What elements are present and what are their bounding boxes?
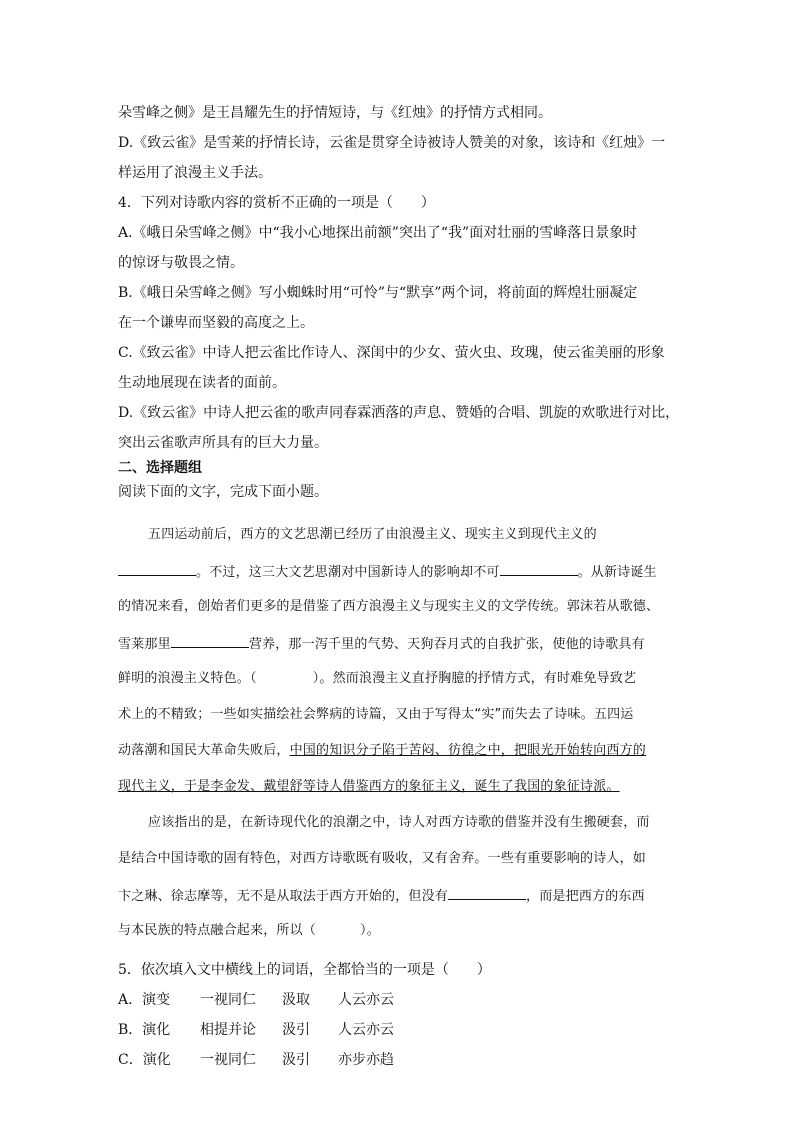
option-d-line1: D.《致云雀》中诗人把云雀的歌声同春霖洒落的声息、赞婚的合唱、凯旋的欢歌进行对比， xyxy=(118,405,680,421)
passage-line: 应该指出的是，在新诗现代化的浪潮之中，诗人对西方诗歌的借鉴并没有生搬硬套，而 xyxy=(148,815,650,830)
option-b-line1: B.《峨日朵雪峰之侧》写小蜘蛛时用“可怜”与“默享”两个词，将前面的辉煌壮丽凝定 xyxy=(118,285,638,301)
option-d-line2: 突出云雀歌声所具有的巨大力量。 xyxy=(118,435,328,451)
passage-line: 动落潮和国民大革命失败后，中国的知识分子陷于苦闷、彷徨之中，把眼光开始转向西方的 xyxy=(118,743,647,758)
passage-line: 雪莱那里 营养，那一泻千里的气势、天狗吞月式的自我扩张，使他的诗歌具有 xyxy=(118,633,678,655)
text-line: 朵雪峰之侧》是王昌耀先生的抒情短诗，与《红烛》的抒情方式相同。 xyxy=(118,105,552,121)
passage-line: 是结合中国诗歌的固有特色，对西方诗歌既有吸收，又有舍弃。一些有重要影响的诗人，如 xyxy=(118,851,647,866)
option-a-line2: 的惊讶与敬畏之情。 xyxy=(118,255,244,271)
option-c-line1: C.《致云雀》中诗人把云雀比作诗人、深闺中的少女、萤火虫、玫瑰，使云雀美丽的形象 xyxy=(118,345,665,361)
passage-line: 的情况来看，创始者们更多的是借鉴了西方浪漫主义与现实主义的文学传统。郭沫若从歌德、 xyxy=(118,599,660,614)
passage-line: 鲜明的浪漫主义特色。（ ）。然而浪漫主义直抒胸臆的抒情方式，有时难免导致艺 xyxy=(118,671,637,686)
underlined-sentence: 现代主义，于是李金发、戴望舒等诗人借鉴西方的象征主义，诞生了我国的象征诗派。 xyxy=(118,779,620,794)
q5-option-a[interactable]: A．演变 一视同仁 汲取 人云亦云 xyxy=(118,992,394,1008)
passage-line: 。不过，这三大文艺思潮对中国新诗人的影响却不可 。从新诗诞生 xyxy=(118,561,678,583)
option-d-q3-line2: 样运用了浪漫主义手法。 xyxy=(118,165,272,181)
passage-line: 与本民族的特点融合起来，所以（ ）。 xyxy=(118,923,380,938)
option-c-line2: 生动地展现在读者的面前。 xyxy=(118,375,286,391)
passage-line: 五四运动前后，西方的文艺思潮已经历了由浪漫主义、现实主义到现代主义的 xyxy=(148,527,597,542)
fill-blank-2[interactable] xyxy=(500,561,578,576)
question-5-stem: 5．依次填入文中横线上的词语，全都恰当的一项是（ ） xyxy=(118,962,491,978)
fill-blank-1[interactable] xyxy=(118,561,196,576)
underlined-sentence: 中国的知识分子陷于苦闷、彷徨之中，把眼光开始转向西方的 xyxy=(289,743,647,758)
section-heading: 二、选择题组 xyxy=(118,460,202,476)
q5-option-c[interactable]: C．演化 一视同仁 汲引 亦步亦趋 xyxy=(118,1052,394,1068)
passage-line: 术上的不精致；一些如实描绘社会弊病的诗篇，又由于写得太“实”而失去了诗味。五四运 xyxy=(118,707,634,722)
question-4-stem: 4．下列对诗歌内容的赏析不正确的一项是（ ） xyxy=(118,195,435,211)
fill-blank-3[interactable] xyxy=(171,633,249,648)
option-a-line1: A.《峨日朵雪峰之侧》中“我小心地探出前额”突出了“我”面对壮丽的雪峰落日景象时 xyxy=(118,225,638,241)
fill-blank-4[interactable] xyxy=(448,885,526,900)
passage-line: 卞之琳、徐志摩等，无不是从取法于西方开始的，但没有 ，而是把西方的东西 xyxy=(118,885,678,907)
option-b-line2: 在一个谦卑而坚毅的高度之上。 xyxy=(118,315,314,331)
reading-instruction: 阅读下面的文字，完成下面小题。 xyxy=(118,484,328,500)
option-d-q3-line1: D.《致云雀》是雪莱的抒情长诗，云雀是贯穿全诗被诗人赞美的对象，该诗和《红烛》一 xyxy=(118,135,666,151)
q5-option-b[interactable]: B．演化 相提并论 汲引 人云亦云 xyxy=(118,1022,394,1038)
